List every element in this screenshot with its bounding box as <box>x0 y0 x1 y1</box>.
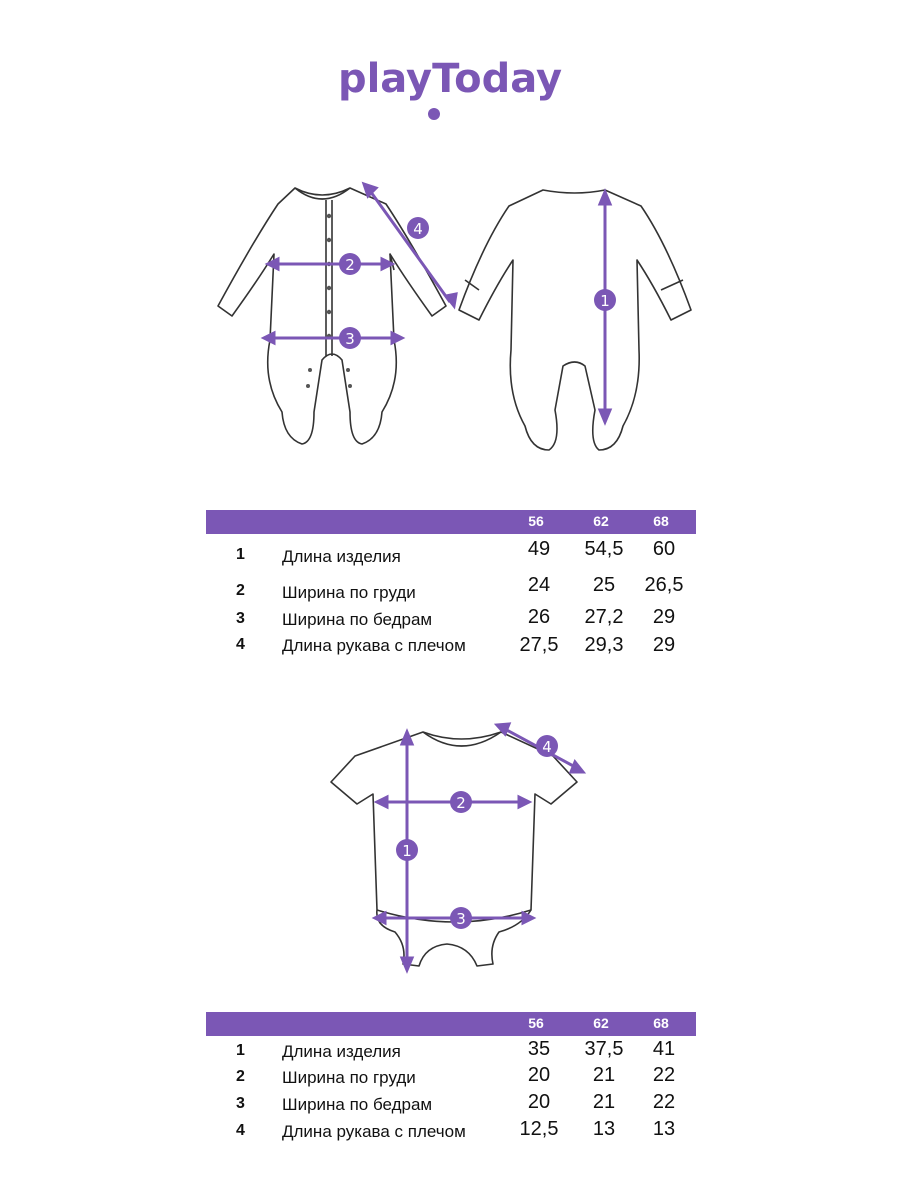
bodysuit-marker-4: 4 <box>542 738 552 756</box>
row-label: Ширина по груди <box>282 1068 416 1087</box>
table-row <box>206 634 696 664</box>
value-68: 22 <box>652 1064 676 1086</box>
bodysuit-marker-3: 3 <box>456 910 466 928</box>
header-size-56: 56 <box>528 513 544 529</box>
value-56: 49 <box>527 538 551 560</box>
sleepsuit-front-sketch <box>210 180 460 460</box>
row-number: 4 <box>236 1122 245 1139</box>
table-row <box>206 1118 696 1145</box>
value-56: 27,5 <box>519 634 559 656</box>
value-62: 13 <box>592 1118 616 1140</box>
value-56: 26 <box>527 606 551 628</box>
row-number: 3 <box>236 1095 245 1112</box>
row-label: Длина изделия <box>282 1042 401 1061</box>
value-68: 41 <box>652 1038 676 1060</box>
value-62: 25 <box>592 574 616 596</box>
row-label: Длина рукава с плечом <box>282 636 466 655</box>
row-number: 4 <box>236 636 245 653</box>
row-label: Ширина по бедрам <box>282 1095 433 1114</box>
table-row <box>206 1038 696 1064</box>
value-62: 27,2 <box>584 606 624 628</box>
row-number: 1 <box>236 546 245 563</box>
value-68: 26,5 <box>644 574 684 596</box>
row-number: 2 <box>236 582 245 599</box>
value-56: 12,5 <box>519 1118 559 1140</box>
value-68: 29 <box>652 606 676 628</box>
row-label: Ширина по бедрам <box>282 610 433 629</box>
value-62: 54,5 <box>584 538 624 560</box>
size-table-bodysuit <box>206 1012 696 1145</box>
value-68: 60 <box>652 538 676 560</box>
table-row <box>206 604 696 634</box>
sleepsuit-back-marker-1: 1 <box>600 292 610 310</box>
value-62: 29,3 <box>584 634 624 656</box>
value-68: 13 <box>652 1118 676 1140</box>
table-row <box>206 574 696 604</box>
table-row <box>206 538 696 568</box>
table-row <box>206 1064 696 1091</box>
table-header <box>206 1012 696 1036</box>
header-size-56: 56 <box>528 1015 544 1031</box>
bodysuit-marker-2: 2 <box>456 794 466 812</box>
brand-logo <box>0 52 900 122</box>
value-56: 20 <box>527 1091 551 1113</box>
sleepsuit-front-marker-4: 4 <box>413 220 423 238</box>
header-size-62: 62 <box>593 1015 609 1031</box>
bodysuit-sketch <box>325 720 590 975</box>
table-header <box>206 510 696 534</box>
table-row <box>206 1091 696 1118</box>
logo-text: playToday <box>337 56 563 102</box>
value-62: 37,5 <box>584 1038 624 1060</box>
row-label: Ширина по груди <box>282 583 416 602</box>
size-table-sleepsuit <box>206 510 696 664</box>
value-62: 21 <box>592 1064 616 1086</box>
value-62: 21 <box>592 1091 616 1113</box>
row-number: 1 <box>236 1042 245 1059</box>
header-size-68: 68 <box>653 513 669 529</box>
value-56: 35 <box>527 1038 551 1060</box>
row-label: Длина изделия <box>282 547 401 566</box>
logo-dot-icon <box>428 108 440 120</box>
sleepsuit-front-marker-3: 3 <box>345 330 355 348</box>
sleepsuit-front-marker-2: 2 <box>345 256 355 274</box>
value-56: 24 <box>527 574 551 596</box>
row-number: 2 <box>236 1068 245 1085</box>
value-68: 29 <box>652 634 676 656</box>
value-56: 20 <box>527 1064 551 1086</box>
logo-mark <box>330 52 570 122</box>
bodysuit-marker-1: 1 <box>402 842 412 860</box>
row-label: Длина рукава с плечом <box>282 1122 466 1141</box>
row-number: 3 <box>236 610 245 627</box>
header-size-62: 62 <box>593 513 609 529</box>
value-68: 22 <box>652 1091 676 1113</box>
sleepsuit-back-sketch <box>455 180 705 460</box>
header-size-68: 68 <box>653 1015 669 1031</box>
